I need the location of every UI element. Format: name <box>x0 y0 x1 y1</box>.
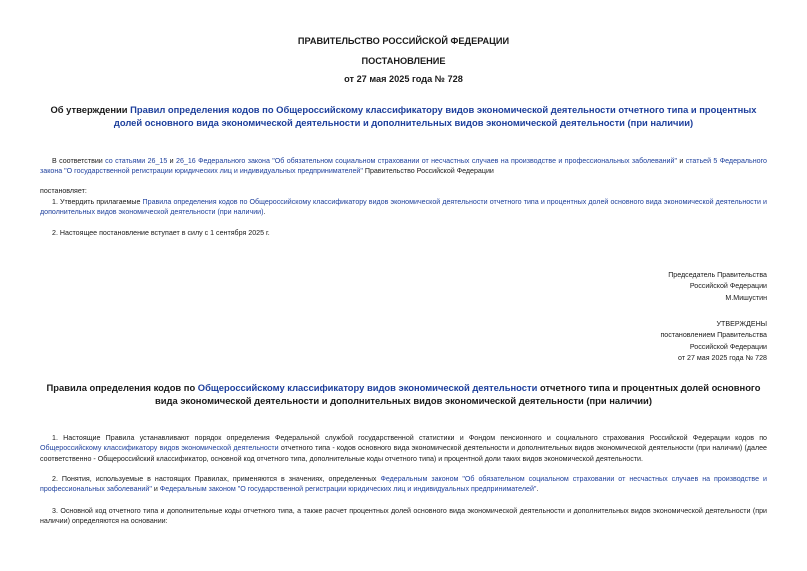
rule-1-text-a: 1. Настоящие Правила устанавливают порядок определения Федеральной службой государственной статистики и Фондом пенсионного и социального страхования Российской Федерации кодов по <box>52 434 767 442</box>
rules-title-link[interactable]: Общероссийскому классификатору видов экономической деятельности <box>197 382 538 393</box>
preamble-link-law[interactable]: 26_16 Федерального закона "Об обязательном социальном страховании от несчастных случаев на производстве и профессиональных заболеваний" <box>176 157 677 165</box>
rule-2-link-1[interactable]: Федеральным законом "Об обязательном социальном страховании от несчастных случаев на производстве и профессиональных заболеваний" <box>40 475 768 494</box>
rule-2-text-c: . <box>536 485 539 494</box>
document-title <box>40 104 767 129</box>
preamble-text-3: и <box>677 157 686 165</box>
signature-position: Председатель Правительства <box>668 271 767 279</box>
rule-2-link-2[interactable]: Федеральным законом "О государственной регистрации юридических лиц и индивидуальных предпринимателей" <box>159 485 537 494</box>
preamble-text-2: и <box>167 157 177 165</box>
rule-2-text-a: 2. Понятия, используемые в настоящих Правилах, применяются в значениях, определенных <box>52 475 381 483</box>
preamble-paragraph <box>40 156 767 177</box>
doc-type-heading: ПОСТАНОВЛЕНИЕ <box>361 56 446 66</box>
preamble-link-articles[interactable]: со статьями 26_15 <box>105 157 168 165</box>
rule-1-text-b: отчетного типа - кодов основного вида экономической деятельности и дополнительных видов экономической деятельности (при наличии) (далее соответственно - Общероссийский классификатор, основной код отчетного типа, дополнительные коды отчетного типа) и процентной доли таких видов экономической деятельности. <box>40 444 767 463</box>
signature-country: Российской Федерации <box>689 282 767 291</box>
item-2: 2. Настоящее постановление вступает в силу с 1 сентября 2025 г. <box>52 229 270 237</box>
item-1-link[interactable]: Правила определения кодов по Общероссийскому классификатору видов экономической деятельности отчетного типа и процентных долей основного вида экономической деятельности и дополнительных видов экономической деятельности (при наличии) <box>40 198 767 217</box>
title-prefix: Об утверждении <box>50 104 131 115</box>
approved-block <box>660 319 767 365</box>
approved-date: от 27 мая 2025 года № 728 <box>678 354 767 363</box>
approved-heading: УТВЕРЖДЕНЫ <box>716 320 767 328</box>
rules-title-a: Правила определения кодов по <box>46 382 198 393</box>
item-1-end: . <box>263 208 266 217</box>
preamble-text-4: Правительство Российской Федерации <box>362 167 494 176</box>
item-1 <box>40 197 767 218</box>
government-heading: ПРАВИТЕЛЬСТВО РОССИЙСКОЙ ФЕДЕРАЦИИ <box>297 36 510 46</box>
preamble-text-1: В соответствии <box>52 157 106 165</box>
signature-name: М.Мишустин <box>725 293 767 302</box>
rule-3: 3. Основной код отчетного типа и дополнительные коды отчетного типа, а также расчет процентных долей основного вида экономической деятельности и дополнительных видов экономической деятельности (при наличии) определяются на основании: <box>40 507 767 526</box>
rules-title <box>40 382 767 407</box>
date-number-heading: от 27 мая 2025 года № 728 <box>344 74 463 84</box>
rule-2 <box>40 474 767 495</box>
approved-country: Российской Федерации <box>689 342 767 351</box>
rule-1-link[interactable]: Общероссийскому классификатору видов экономической деятельности <box>40 444 279 453</box>
signature-block <box>668 270 767 304</box>
approved-by: постановлением Правительства <box>660 331 767 340</box>
rules-title-b: отчетного типа и процентных долей основного вида экономической деятельности и дополнительных видов экономической деятельности (при наличии) <box>155 382 761 406</box>
rule-1 <box>40 433 767 464</box>
preamble-link-article5[interactable]: статьей 5 Федерального закона "О государственной регистрации юридических лиц и индивидуальных предпринимателей" <box>40 157 767 176</box>
rule-2-text-b: и <box>151 485 160 494</box>
title-link[interactable]: Правил определения кодов по Общероссийскому классификатору видов экономической деятельности отчетного типа и процентных долей основного вида экономической деятельности и дополнительных видов экономической деятельности (при наличии) <box>113 104 757 128</box>
item-1-text: 1. Утвердить прилагаемые <box>52 198 143 206</box>
decree-word: постановляет: <box>40 187 87 195</box>
